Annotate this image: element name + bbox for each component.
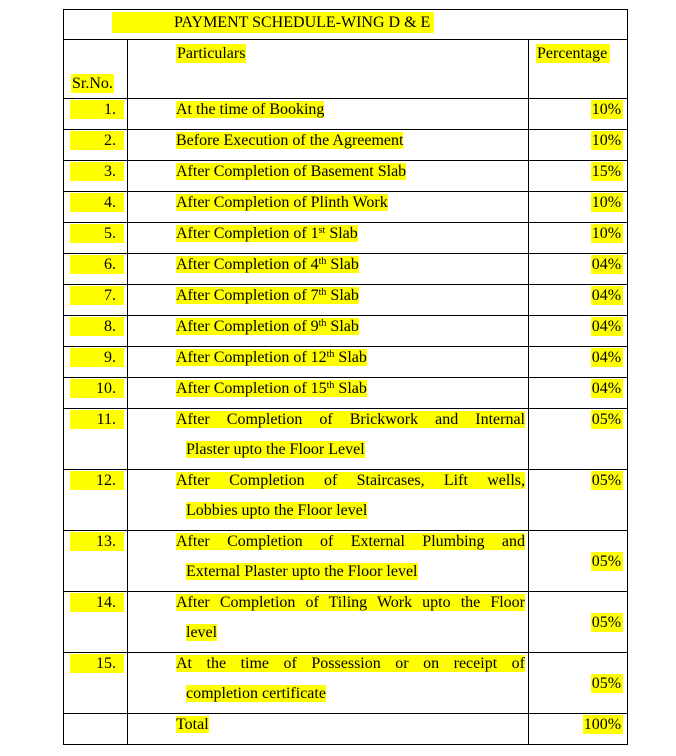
percentage-value: 04%	[591, 287, 622, 304]
particulars-main: After Completion of 1	[176, 225, 319, 242]
particulars-tail: Slab	[326, 256, 359, 273]
particulars-main: At the time of Booking	[176, 101, 325, 118]
particulars-line1-text: At the time of Possession or on receipt of	[176, 655, 525, 672]
sr-number: 10.	[70, 379, 124, 398]
particulars-cell	[128, 592, 529, 653]
table-row	[64, 592, 628, 653]
particulars-cell	[128, 409, 529, 470]
percentage-value: 04%	[591, 380, 622, 397]
table-row	[64, 470, 628, 531]
particulars-cell	[128, 347, 529, 378]
sr-cell	[64, 531, 128, 592]
particulars-text	[176, 318, 359, 335]
percentage-value: 10%	[591, 132, 622, 149]
percentage-cell	[529, 130, 628, 161]
total-pct-cell	[529, 714, 628, 745]
percentage-value: 10%	[591, 225, 622, 242]
sr-cell	[64, 378, 128, 409]
particulars-text	[176, 349, 367, 366]
percentage-cell	[529, 99, 628, 130]
single-line-rows	[64, 99, 628, 409]
total-label-cell	[128, 714, 529, 745]
particulars-line2-text: Plaster upto the Floor Level	[186, 441, 365, 458]
percentage-value: 15%	[591, 163, 622, 180]
sr-cell	[64, 99, 128, 130]
sr-number: 8.	[70, 317, 124, 336]
particulars-text	[176, 380, 367, 397]
sr-number: 7.	[70, 286, 124, 305]
table-row	[64, 409, 628, 470]
percentage-cell	[529, 316, 628, 347]
percentage-value: 10%	[591, 101, 622, 118]
particulars-cell	[128, 130, 529, 161]
particulars-text	[176, 256, 359, 273]
particulars-line1	[176, 593, 525, 612]
particulars-main: After Completion of 4	[176, 256, 319, 273]
particulars-cell	[128, 316, 529, 347]
particulars-line1	[176, 654, 525, 673]
particulars-line1-text: After Completion of Tiling Work upto the Floor	[176, 594, 525, 611]
multi-line-rows	[64, 409, 628, 714]
sr-number: 4.	[70, 193, 124, 212]
particulars-main: After Completion of Plinth Work	[176, 194, 388, 211]
particulars-header-cell	[128, 40, 529, 99]
particulars-line2	[176, 501, 525, 520]
sr-cell	[64, 409, 128, 470]
percentage-cell	[529, 223, 628, 254]
particulars-cell	[128, 254, 529, 285]
percentage-cell	[529, 470, 628, 531]
sr-cell	[64, 316, 128, 347]
sr-cell	[64, 130, 128, 161]
sr-cell	[64, 470, 128, 531]
percentage-header: Percentage	[536, 44, 610, 63]
particulars-line2-text: level	[186, 624, 218, 641]
particulars-main: After Completion of 7	[176, 287, 319, 304]
percentage-value: 04%	[591, 256, 622, 273]
table-row	[64, 531, 628, 592]
sr-number: 6.	[70, 255, 124, 274]
particulars-line2	[176, 623, 525, 642]
particulars-cell	[128, 531, 529, 592]
particulars-line2-text: Lobbies upto the Floor level	[186, 502, 368, 519]
particulars-cell	[128, 285, 529, 316]
percentage-cell	[529, 347, 628, 378]
total-sr-cell	[64, 714, 128, 745]
percentage-header-cell	[529, 40, 628, 99]
sr-number: 1.	[70, 100, 124, 119]
sr-number: 11.	[70, 410, 124, 429]
title-row	[64, 10, 628, 40]
particulars-tail: Slab	[326, 318, 359, 335]
ordinal-suffix: th	[318, 256, 327, 267]
particulars-text	[176, 194, 388, 211]
sr-cell	[64, 161, 128, 192]
sr-number: 5.	[70, 224, 124, 243]
sr-cell	[64, 192, 128, 223]
sr-cell	[64, 347, 128, 378]
ordinal-suffix: st	[318, 225, 326, 236]
percentage-cell	[529, 653, 628, 714]
total-row	[64, 714, 628, 745]
percentage-value: 05%	[591, 472, 622, 489]
particulars-main: After Completion of 15	[176, 380, 327, 397]
particulars-cell	[128, 161, 529, 192]
percentage-cell	[529, 285, 628, 316]
percentage-value: 05%	[591, 411, 622, 428]
percentage-cell	[529, 592, 628, 653]
header-row	[64, 40, 628, 99]
percentage-cell	[529, 531, 628, 592]
srno-header-cell	[64, 40, 128, 99]
particulars-main: After Completion of Basement Slab	[176, 163, 407, 180]
particulars-text	[176, 163, 406, 180]
total-percentage: 100%	[583, 716, 622, 733]
particulars-main: After Completion of 9	[176, 318, 319, 335]
particulars-line2	[176, 440, 525, 459]
percentage-value: 10%	[591, 194, 622, 211]
sr-number: 14.	[70, 593, 124, 612]
particulars-tail: Slab	[334, 380, 367, 397]
particulars-text	[176, 287, 359, 304]
ordinal-suffix: th	[326, 380, 335, 391]
sr-cell	[64, 223, 128, 254]
particulars-line1	[176, 532, 525, 551]
particulars-text	[176, 132, 403, 149]
table-row	[64, 378, 628, 409]
percentage-cell	[529, 254, 628, 285]
percentage-cell	[529, 409, 628, 470]
sr-cell	[64, 653, 128, 714]
particulars-header: Particulars	[177, 45, 246, 62]
table-row	[64, 223, 628, 254]
sr-number: 12.	[70, 471, 124, 490]
particulars-line1-text: After Completion of Staircases, Lift wells,	[176, 472, 525, 489]
percentage-cell	[529, 161, 628, 192]
ordinal-suffix: th	[318, 287, 327, 298]
particulars-line2	[176, 562, 525, 581]
particulars-main: Before Execution of the Agreement	[176, 132, 404, 149]
particulars-text	[176, 225, 358, 242]
percentage-cell	[529, 378, 628, 409]
particulars-main: After Completion of 12	[176, 349, 327, 366]
table-row	[64, 99, 628, 130]
particulars-line2-text: External Plaster upto the Floor level	[186, 563, 418, 580]
percentage-value: 05%	[591, 553, 622, 570]
sr-cell	[64, 285, 128, 316]
title-cell	[64, 10, 628, 40]
table-row	[64, 161, 628, 192]
particulars-cell	[128, 470, 529, 531]
table-row	[64, 653, 628, 714]
particulars-line1	[176, 471, 525, 490]
particulars-line1-text: After Completion of External Plumbing and	[176, 533, 525, 550]
particulars-tail: Slab	[325, 225, 358, 242]
sr-number: 2.	[70, 131, 124, 150]
particulars-line2-text: completion certificate	[186, 685, 326, 702]
sr-cell	[64, 592, 128, 653]
table-row	[64, 130, 628, 161]
particulars-text	[176, 101, 324, 118]
sr-number: 3.	[70, 162, 124, 181]
page-title: PAYMENT SCHEDULE-WING D & E	[112, 12, 434, 33]
table-row	[64, 254, 628, 285]
sr-number: 9.	[70, 348, 124, 367]
payment-schedule-table	[63, 9, 628, 745]
particulars-line2	[176, 684, 525, 703]
sr-cell	[64, 254, 128, 285]
percentage-value: 05%	[591, 614, 622, 631]
percentage-value: 04%	[591, 318, 622, 335]
particulars-cell	[128, 99, 529, 130]
sr-number: 13.	[70, 532, 124, 551]
total-label: Total	[176, 716, 209, 733]
particulars-tail: Slab	[326, 287, 359, 304]
particulars-tail: Slab	[334, 349, 367, 366]
particulars-line1	[176, 410, 525, 429]
percentage-value: 04%	[591, 349, 622, 366]
table-row	[64, 347, 628, 378]
sr-number: 15.	[70, 654, 124, 673]
table-row	[64, 285, 628, 316]
percentage-value: 05%	[591, 675, 622, 692]
particulars-cell	[128, 378, 529, 409]
percentage-cell	[529, 192, 628, 223]
ordinal-suffix: th	[318, 318, 327, 329]
particulars-line1-text: After Completion of Brickwork and Internal	[176, 411, 525, 428]
table-row	[64, 316, 628, 347]
particulars-cell	[128, 653, 529, 714]
table-row	[64, 192, 628, 223]
srno-header: Sr.No.	[72, 75, 113, 92]
particulars-cell	[128, 223, 529, 254]
ordinal-suffix: th	[326, 349, 335, 360]
particulars-cell	[128, 192, 529, 223]
